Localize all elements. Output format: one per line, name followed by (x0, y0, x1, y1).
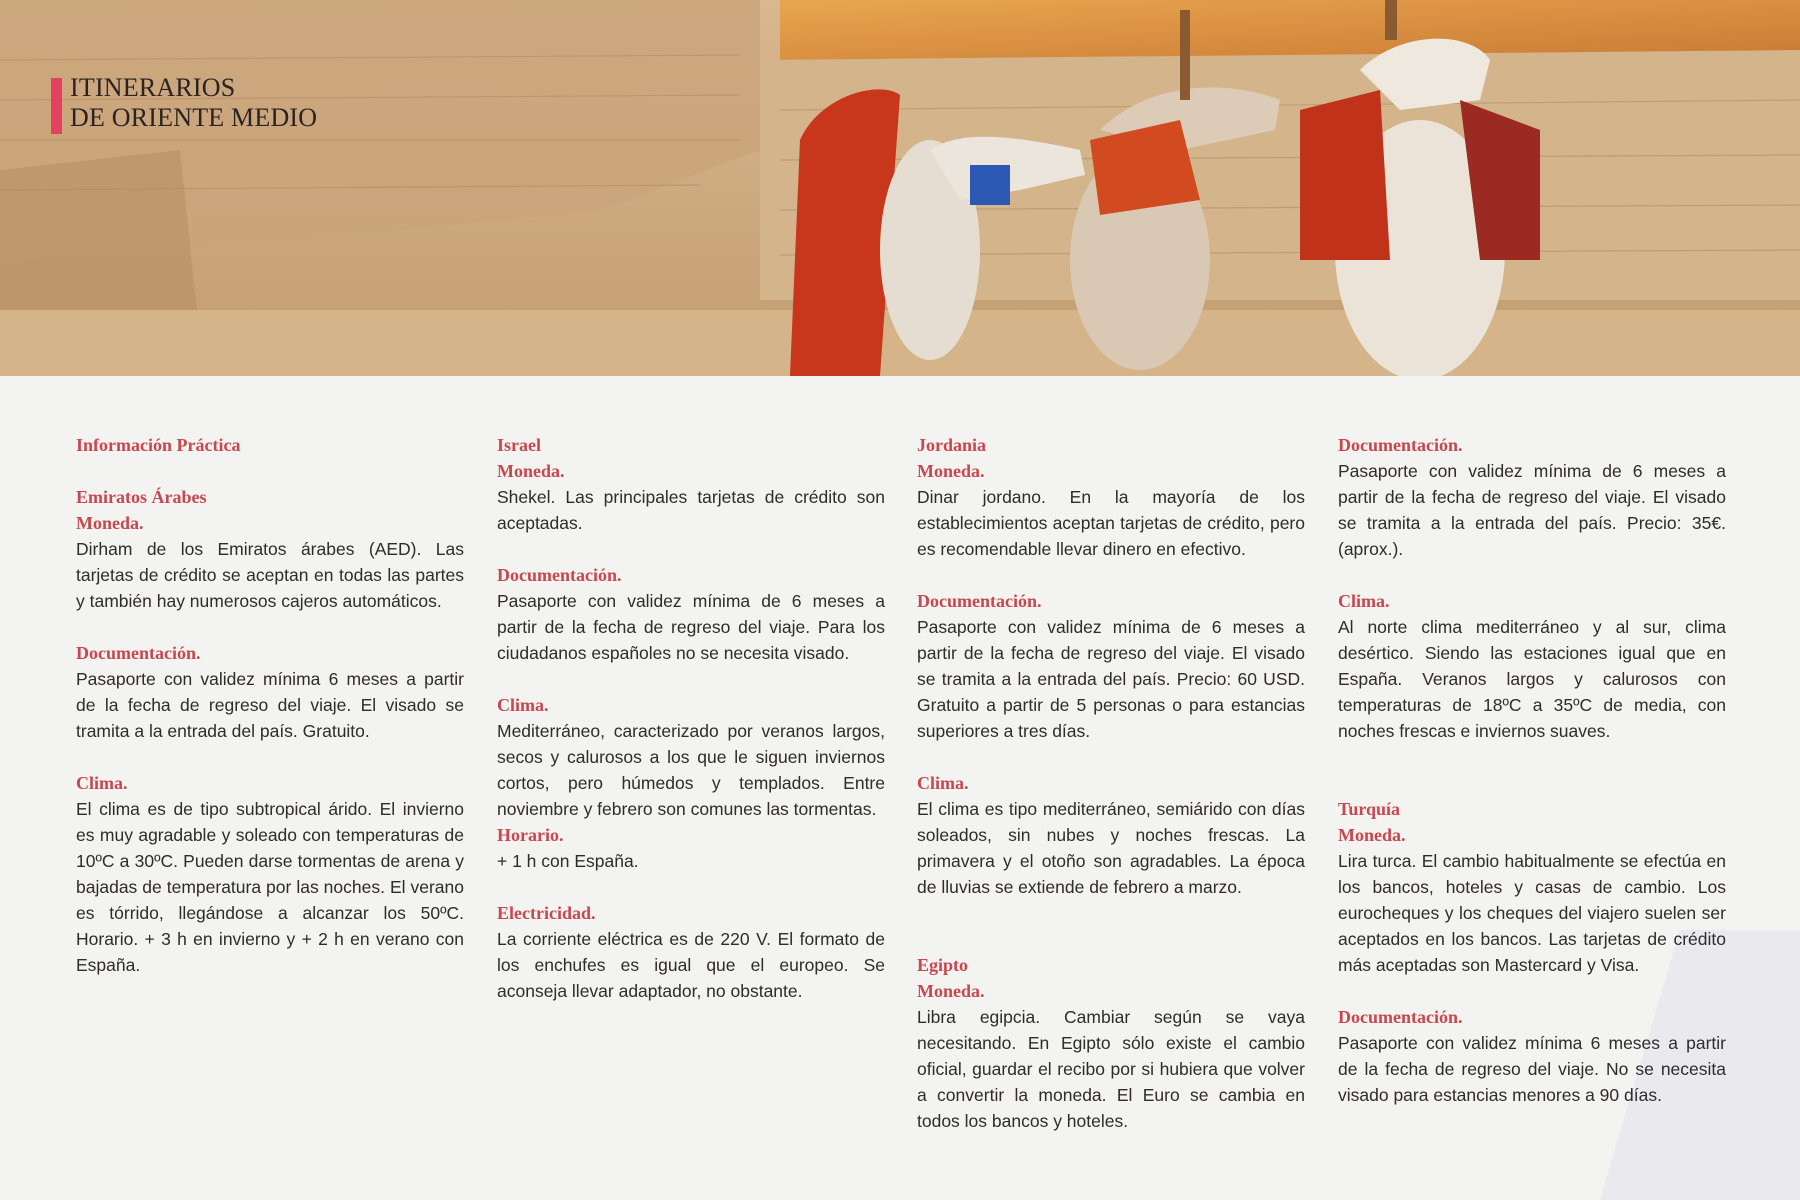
moneda-heading: Moneda. (1338, 825, 1406, 845)
country-heading-turquia: Turquía (1338, 799, 1401, 819)
clima-text: Al norte clima mediterráneo y al sur, clima desértico. Siendo las estaciones igual que en España. Veranos largos y calurosos con temperaturas de 18ºC a 35ºC de media, con noches frescas e inviernos suaves. (1338, 617, 1726, 741)
clima-text: El clima es de tipo subtropical árido. El invierno es muy agradable y soleado con temperaturas de 10ºC a 30ºC. Pueden darse tormentas de arena y bajadas de temperatura por las noches. El verano es tórrido, llegándose a alcanzar los 50ºC. Horario. + 3 h en invierno y + 2 h en verano con España. (76, 799, 464, 975)
hero-image (0, 0, 1800, 376)
moneda-text: Dinar jordano. En la mayoría de los establecimientos aceptan tarjetas de crédito, pero es recomendable llevar dinero en efectivo. (917, 487, 1305, 559)
title-line-1: ITINERARIOS (70, 73, 236, 102)
documentacion-text: Pasaporte con validez mínima 6 meses a partir de la fecha de regreso del viaje. El visado se tramita a la entrada del país. Gratuito. (76, 669, 464, 741)
column-jordania (917, 432, 1305, 1134)
documentacion-heading: Documentación. (1338, 1007, 1463, 1027)
documentacion-text: Pasaporte con validez mínima de 6 meses a partir de la fecha de regreso del viaje. Para los ciudadanos españoles no se necesita visado. (497, 591, 885, 663)
documentacion-heading: Documentación. (76, 643, 201, 663)
content-area (0, 376, 1800, 1200)
clima-text: Mediterráneo, caracterizado por veranos largos, secos y calurosos a los que le siguen inviernos cortos, pero húmedos y templados. Entre noviembre y febrero son comunes las tormentas. (497, 721, 885, 819)
clima-heading: Clima. (1338, 591, 1390, 611)
section-title: Información Práctica (76, 435, 241, 455)
column-israel (497, 432, 885, 1004)
horario-text: + 1 h con España. (497, 851, 639, 871)
moneda-text: Shekel. Las principales tarjetas de crédito son aceptadas. (497, 487, 885, 533)
documentacion-text: Pasaporte con validez mínima 6 meses a partir de la fecha de regreso del viaje. No se necesita visado para estancias menores a 90 días. (1338, 1033, 1726, 1105)
title-line-2: DE ORIENTE MEDIO (70, 103, 318, 132)
electricidad-heading: Electricidad. (497, 903, 596, 923)
documentacion-heading: Documentación. (1338, 435, 1463, 455)
country-heading: Jordania (917, 435, 987, 455)
documentacion-text: Pasaporte con validez mínima de 6 meses a partir de la fecha de regreso del viaje. El visado se tramita a la entrada del país. Precio: 60 USD. Gratuito a partir de 5 personas o para estancias superiores a tres días. (917, 617, 1305, 741)
moneda-heading: Moneda. (497, 461, 565, 481)
desert-camels-illustration (0, 0, 1800, 376)
electricidad-text: La corriente eléctrica es de 220 V. El formato de los enchufes es igual que el europeo. Se aconseja llevar adaptador, no obstante. (497, 929, 885, 1001)
page-title (51, 73, 317, 134)
clima-text: El clima es tipo mediterráneo, semiárido con días soleados, sin nubes y noches frescas. La primavera y el otoño son agradables. La época de lluvias se extiende de febrero a marzo. (917, 799, 1305, 897)
horario-heading: Horario. (497, 825, 564, 845)
clima-heading: Clima. (917, 773, 969, 793)
documentacion-heading: Documentación. (917, 591, 1042, 611)
moneda-heading: Moneda. (917, 461, 985, 481)
country-heading: Emiratos Árabes (76, 487, 207, 507)
column-emiratos (76, 432, 464, 978)
moneda-text: Lira turca. El cambio habitualmente se efectúa en los bancos, hoteles y casas de cambio. Los eurocheques y los cheques del viajero suelen ser aceptados en los bancos. Las tarjetas de crédito más aceptadas son Mastercard y Visa. (1338, 851, 1726, 975)
clima-heading: Clima. (497, 695, 549, 715)
clima-heading: Clima. (76, 773, 128, 793)
documentacion-text: Pasaporte con validez mínima de 6 meses a partir de la fecha de regreso del viaje. El visado se tramita a la entrada del país. Precio: 35€. (aprox.). (1338, 461, 1726, 559)
title-accent-bar (51, 78, 62, 134)
column-egipto-turquia (1338, 432, 1726, 1108)
moneda-heading: Moneda. (76, 513, 144, 533)
moneda-heading: Moneda. (917, 981, 985, 1001)
country-heading-egipto: Egipto (917, 955, 969, 975)
documentacion-heading: Documentación. (497, 565, 622, 585)
country-heading: Israel (497, 435, 541, 455)
moneda-text: Libra egipcia. Cambiar según se vaya necesitando. En Egipto sólo existe el cambio oficial, guardar el recibo por si hubiera que volver a convertir la moneda. El Euro se cambia en todos los bancos y hoteles. (917, 1007, 1305, 1131)
moneda-text: Dirham de los Emiratos árabes (AED). Las tarjetas de crédito se aceptan en todas las partes y también hay numerosos cajeros automáticos. (76, 539, 464, 611)
